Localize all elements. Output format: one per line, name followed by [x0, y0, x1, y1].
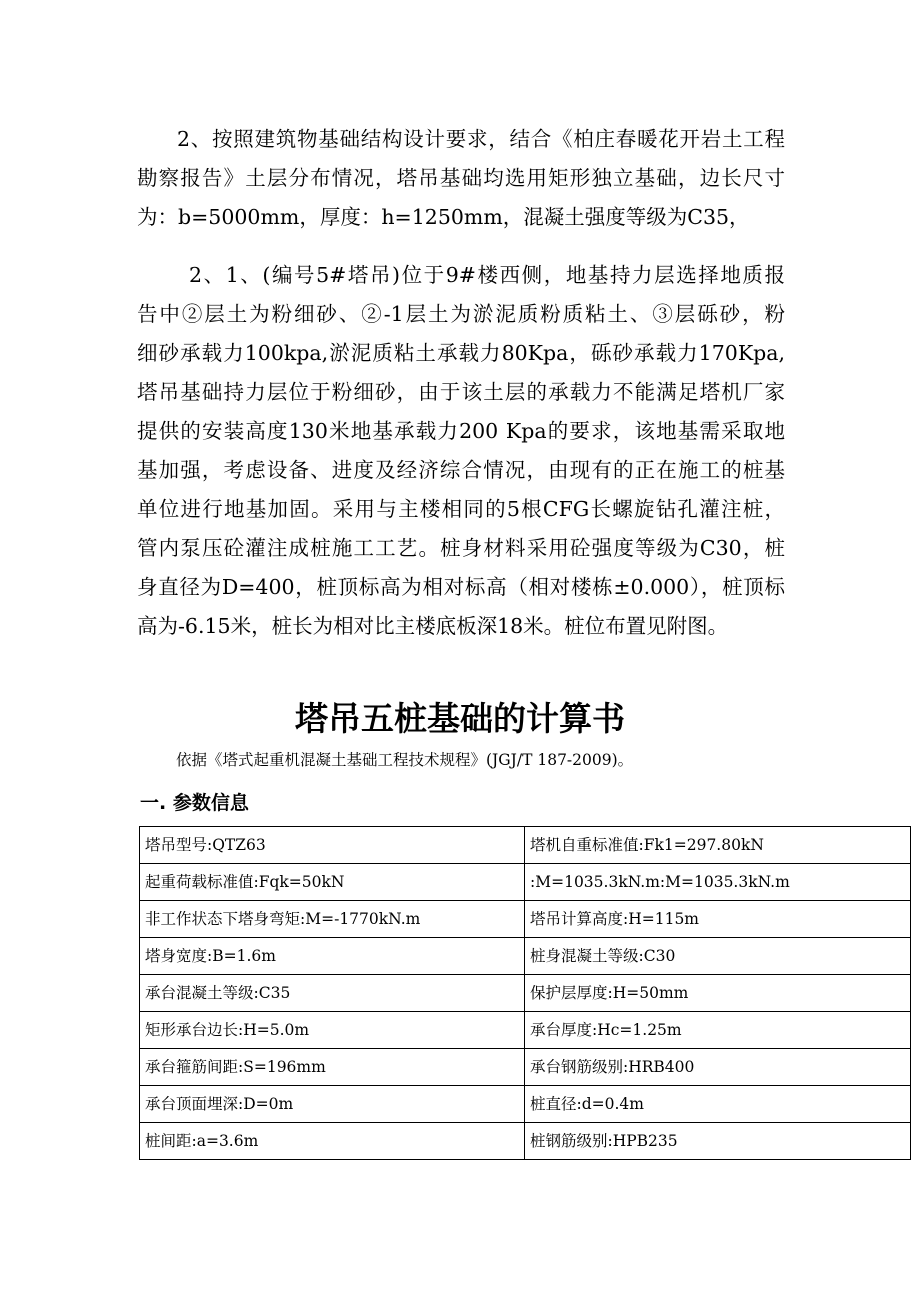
paragraph-line: 勘察报告》土层分布情况，塔吊基础均选用矩形独立基础，边长尺寸: [137, 166, 785, 190]
table-cell: 承台混凝土等级:C35: [140, 975, 525, 1012]
table-cell: 承台钢筋级别:HRB400: [525, 1049, 911, 1086]
paragraph-line: 基加强，考虑设备、进度及经济综合情况，由现有的正在施工的桩基: [137, 458, 785, 482]
parameters-table: [139, 826, 911, 1160]
table-cell: 承台厚度:Hc=1.25m: [525, 1012, 911, 1049]
table-cell: 塔机自重标准值:Fk1=297.80kN: [525, 827, 911, 864]
paragraph-line: 为：b=5000mm，厚度：h=1250mm，混凝土强度等级为C35，: [137, 205, 750, 229]
paragraph-line: 单位进行地基加固。采用与主楼相同的5根CFG长螺旋钻孔灌注桩，: [137, 497, 785, 521]
table-cell: 矩形承台边长:H=5.0m: [140, 1012, 525, 1049]
table-row: [140, 901, 911, 938]
table-cell: 塔吊型号:QTZ63: [140, 827, 525, 864]
paragraph-line: 管内泵压砼灌注成桩施工工艺。桩身材料采用砼强度等级为C30，桩: [137, 536, 785, 560]
table-row: [140, 975, 911, 1012]
document-title: 塔吊五桩基础的计算书: [295, 699, 625, 738]
paragraph-line: 细砂承载力100kpa,淤泥质粘土承载力80Kpa，砾砂承载力170Kpa,: [137, 341, 785, 365]
table-cell: 保护层厚度:H=50mm: [525, 975, 911, 1012]
table-cell: 承台箍筋间距:S=196mm: [140, 1049, 525, 1086]
table-cell: 塔吊计算高度:H=115m: [525, 901, 911, 938]
table-cell: 非工作状态下塔身弯矩:M=-1770kN.m: [140, 901, 525, 938]
paragraph-line: 提供的安装高度130米地基承载力200 Kpa的要求，该地基需采取地: [137, 419, 785, 443]
paragraph-line: 身直径为D=400，桩顶标高为相对标高（相对楼栋±0.000），桩顶标: [137, 575, 785, 599]
table-cell: :M=1035.3kN.m:M=1035.3kN.m: [525, 864, 911, 901]
table-row: [140, 864, 911, 901]
table-cell: 桩间距:a=3.6m: [140, 1123, 525, 1160]
paragraph-line: 2、1、(编号5#塔吊)位于9#楼西侧，地基持力层选择地质报: [189, 263, 785, 287]
table-cell: 塔身宽度:B=1.6m: [140, 938, 525, 975]
table-cell: 起重荷载标准值:Fqk=50kN: [140, 864, 525, 901]
paragraph-line: 2、按照建筑物基础结构设计要求，结合《柏庄春暖花开岩土工程: [177, 127, 785, 151]
section-heading-parameters: 一. 参数信息: [140, 792, 249, 814]
basis-statement: 依据《塔式起重机混凝土基础工程技术规程》(JGJ/T 187-2009)。: [176, 751, 634, 769]
table-row: [140, 827, 911, 864]
paragraph-line: 塔吊基础持力层位于粉细砂，由于该土层的承载力不能满足塔机厂家: [137, 380, 785, 404]
table-row: [140, 1086, 911, 1123]
paragraph-tower-crane-5: [137, 256, 785, 646]
table-row: [140, 1049, 911, 1086]
table-cell: 桩直径:d=0.4m: [525, 1086, 911, 1123]
paragraph-foundation-design: [137, 120, 785, 237]
table-row: [140, 938, 911, 975]
paragraph-line: 高为-6.15米，桩长为相对比主楼底板深18米。桩位布置见附图。: [137, 614, 729, 638]
paragraph-line: 告中②层土为粉细砂、②-1层土为淤泥质粉质粘土、③层砾砂，粉: [137, 302, 785, 326]
table-cell: 桩钢筋级别:HPB235: [525, 1123, 911, 1160]
table-row: [140, 1012, 911, 1049]
table-cell: 承台顶面埋深:D=0m: [140, 1086, 525, 1123]
table-cell: 桩身混凝土等级:C30: [525, 938, 911, 975]
table-row: [140, 1123, 911, 1160]
